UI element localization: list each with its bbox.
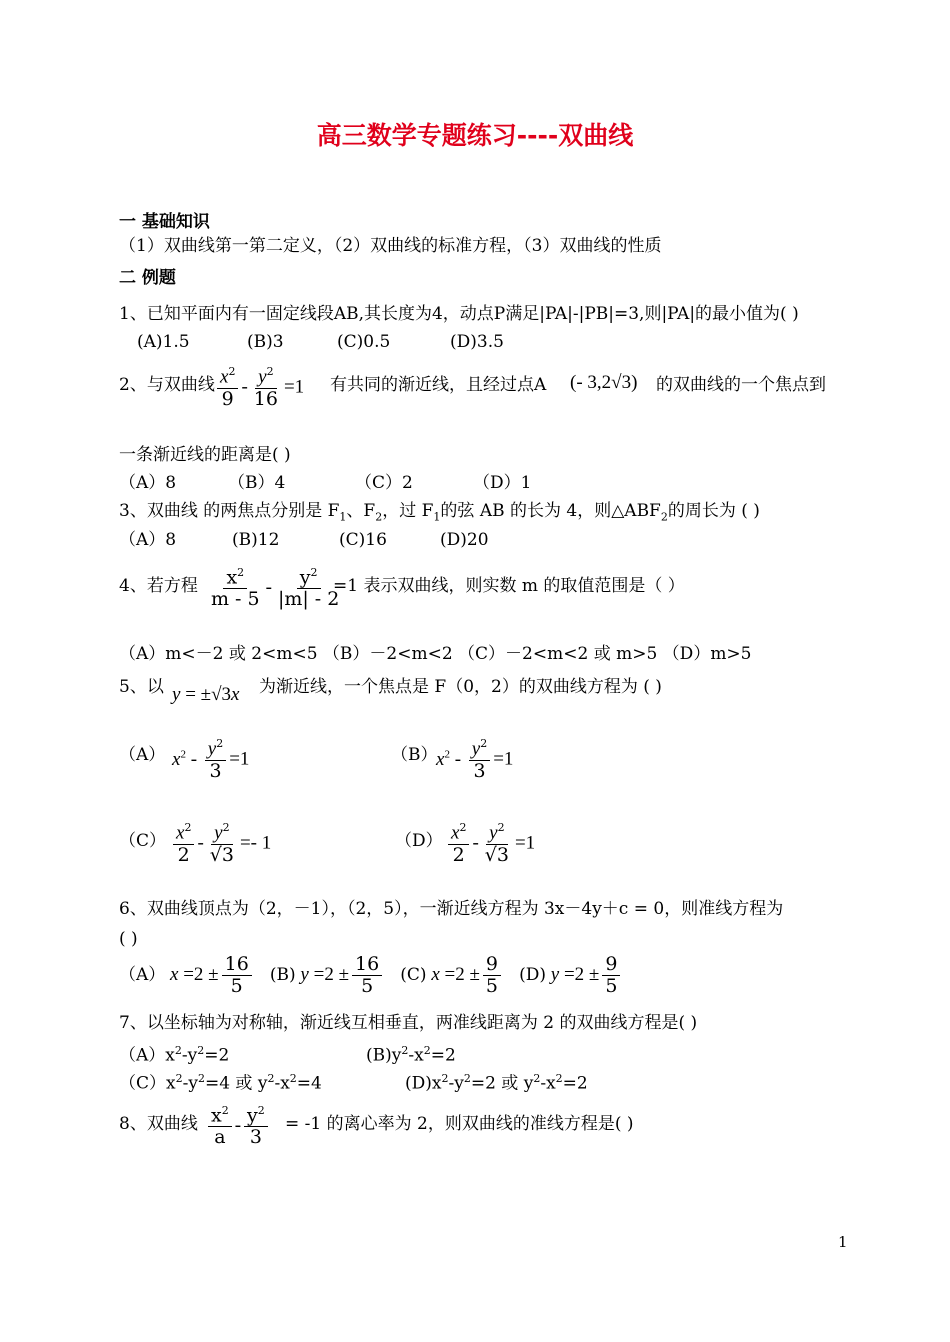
q5-suffix: 为渐近线，一个焦点是 F（0，2）的双曲线方程为 ( ) — [259, 677, 662, 697]
section-heading-examples: 二 例题 — [119, 268, 176, 288]
q5-asymptote: y = ±√3x — [172, 684, 240, 705]
q2-option-a: （A）8 — [119, 473, 177, 493]
q5-option-c-eq: $\frac{x^2}{2}$ - $\frac{y^2}{√3}$ =- 1 — [170, 822, 271, 866]
page-title: 高三数学专题练习----双曲线 — [316, 121, 634, 150]
q2-option-d: （D）1 — [473, 473, 532, 493]
q8-prefix: 8、双曲线 — [119, 1114, 198, 1134]
q6-paren: ( ) — [119, 929, 138, 949]
q5-option-a-eq: $x^2$ - $\frac{y^2}{3}$ =1 — [172, 737, 250, 783]
q7-option-a: $(A)x^2-y^2=2$ — [119, 1044, 230, 1066]
q3-option-c: (C)16 — [339, 530, 387, 550]
q8-equation: $\frac{x^2}{a}$ - $\frac{y^2}{3}$ — [205, 1105, 271, 1148]
question-1: 1、已知平面内有一固定线段AB,其长度为4，动点P满足|PA|-|PB|=3,则|PA|的最小值为( ) — [119, 304, 799, 324]
q1-option-c: (C)0.5 — [337, 332, 391, 352]
q2-option-c: （C）2 — [355, 473, 413, 493]
q7-option-d: $(D)x^2-y^2=2$ 或 $y^2-x^2=2$ — [405, 1072, 588, 1094]
q2-equation: $\frac{x^2}{9}$ - $\frac{y^2}{16}$ =1 — [214, 366, 304, 410]
q5-option-d-eq: $\frac{x^2}{2}$ - $\frac{y^2}{√3}$ =1 — [445, 822, 535, 866]
q3-option-b: (B)12 — [232, 530, 280, 550]
q7-option-c: $(C)x^2-y^2=4$ 或 $y^2-x^2=4$ — [119, 1072, 322, 1094]
q4-options: （A）m<－2 或 2<m<5 （B）－2<m<2 （C）－2<m<2 或 m>5 （D）m>5 — [119, 644, 752, 664]
q1-option-b: (B)3 — [247, 332, 284, 352]
q2-point: (- 3,2√3) — [570, 372, 638, 393]
q7-option-b: $(B)y^2-x^2=2$ — [366, 1044, 456, 1066]
q5-option-b-eq: $x^2$ - $\frac{y^2}{3}$ =1 — [436, 737, 514, 783]
section-heading-basics: 一 基础知识 — [119, 212, 210, 232]
question-3: 3、双曲线 的两焦点分别是 $F_1$、$F_2$，过 $F_1$的弦 AB 的长为 4，则$\triangle ABF_2$的周长为 ( ) — [119, 501, 760, 524]
q2-middle: 有共同的渐近线，且经过点A — [330, 375, 547, 395]
q6-options: （A） x =2 ± $\frac{16}{5}$ (B) y =2 ± $\frac{16}{5}$ (C) x =2 ± $\frac{9}{5}$ (D) y =2 ± $\frac{9}{5}$ — [119, 954, 623, 997]
q1-option-a: (A)1.5 — [137, 332, 190, 352]
q3-option-d: (D)20 — [440, 530, 489, 550]
q3-option-a: （A）8 — [119, 530, 177, 550]
page-number: 1 — [838, 1233, 848, 1251]
q5-prefix: 5、以 — [119, 677, 164, 697]
q4-prefix: 4、若方程 — [119, 576, 198, 596]
question-6: 6、双曲线顶点为（2，－1），（2，5），一渐近线方程为 3x－4y＋c = 0，则准线方程为 — [119, 899, 784, 919]
q2-prefix: 2、与双曲线 — [119, 375, 215, 395]
q8-suffix: = -1 的离心率为 2，则双曲线的准线方程是( ) — [285, 1114, 634, 1134]
q2-option-b: （B）4 — [228, 473, 286, 493]
q5-option-a-label: （A） — [119, 745, 166, 765]
q5-option-b-label: （B） — [391, 745, 438, 765]
q4-equation: $\frac{x^2}{m - 5}$ - $\frac{y^2}{|m| - 2}$ — [211, 566, 340, 611]
q5-option-d-label: （D） — [395, 831, 443, 851]
q4-suffix: =1 表示双曲线，则实数 m 的取值范围是（ ） — [333, 576, 685, 596]
question-7: 7、以坐标轴为对称轴，渐近线互相垂直，两准线距离为 2 的双曲线方程是( ) — [119, 1013, 698, 1033]
q1-option-d: (D)3.5 — [450, 332, 504, 352]
q2-line2: 一条渐近线的距离是( ) — [119, 445, 291, 465]
basics-text: （1）双曲线第一第二定义，（2）双曲线的标准方程，（3）双曲线的性质 — [119, 236, 662, 256]
q2-suffix: 的双曲线的一个焦点到 — [656, 375, 826, 395]
q5-option-c-label: （C） — [119, 831, 167, 851]
